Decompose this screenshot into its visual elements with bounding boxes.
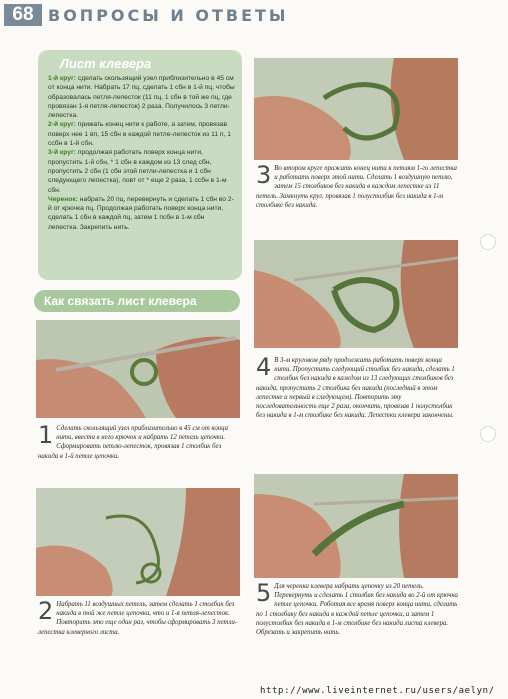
step-4-number: 4 xyxy=(256,353,272,381)
binder-hole-top xyxy=(480,234,496,250)
round-1-text: сделать скользящий узел приблизительно в 45 см от конца нити. Набрать 17 пц, сделать 1 сбн в 1-й пц, чтобы образовалась петля-лепесток (11 пц, 1 сбн в той же пц, где провязан 1-я петля-лепесток) 2 раза. Получилось 3 петли-лепестка. xyxy=(48,75,235,120)
step-3-photo xyxy=(254,58,458,160)
step-5-body: Для черенка клевера набрать цепочку из 20 петель. Перевернуть и сделать 1 столбик без накида во 2-й от крючка петле цепочки. Роботая все время поверх конца нити, сделать по 1 столбику без накида в каждой петле цепочки, а затем 1 полустолбик без накида в 1-м столбике без накида листа клевера. Обрезать и закрепить нить. xyxy=(256,583,458,637)
step-5-number: 5 xyxy=(256,579,272,607)
step-4-body: В 3-м круговом ряду продолжать работать поверх конца нити. Пропустить следующий столбик без накида, сделать 1 столбик без накида в каждом из 13 следующих столбиков без накида, пропустить 2 столбика без накида (последний в этом лепестке и первый в следующем). Повторить эту последовательность еще 2 раза, окончить, провязав 1 полустолбик без накида в 1-м столбике без накида. Лепестки клевера закончены. xyxy=(256,357,455,420)
step-1-photo xyxy=(36,320,240,418)
round-3-text: продолжая работать поверх конца нити, пропустить 1-й сбн, * 1 сбн в каждом из 13 след сбн, пропустить 2 сбн (1 сбн этой петли-лепестка и 1 сбн следующего лепестка), повт от * еще 2 раза, 1 ссбн в 1-м сбн. xyxy=(48,149,227,194)
step-3-text xyxy=(256,161,458,210)
step-4-photo xyxy=(254,240,458,348)
step-1-number: 1 xyxy=(38,421,54,449)
step-3-body: Во втором круге прижать конец нити к петлям 1-го лепестка и работать поверх этой нити. Сделать 1 воздушную петлю, затем 15 столбиков без накида в каждом лепестке из 11 петель. Замкнуть круг, провязав 1 полустолбик без накида в 1-м столбике без накида. xyxy=(256,165,457,209)
round-1-label: 1-й круг: xyxy=(48,75,76,82)
page-header-title: ВОПРОСЫ И ОТВЕТЫ xyxy=(48,6,289,25)
step-4-text xyxy=(256,353,458,420)
footer-url: http://www.liveinternet.ru/users/aelyn/ xyxy=(260,686,495,696)
pattern-infobox xyxy=(38,50,242,280)
step-2-text xyxy=(38,597,238,637)
round-2-label: 2-й круг: xyxy=(48,121,76,129)
step-3-number: 3 xyxy=(256,161,272,189)
step-5-photo xyxy=(254,474,458,578)
stem-label: Черенок: xyxy=(48,195,78,203)
section-heading: Как связать лист клевера xyxy=(34,290,240,312)
infobox-title: Лист клевера xyxy=(60,56,152,71)
step-2-photo xyxy=(36,488,240,596)
round-2-text: прижать конец нити к работе, а затем, провязав поверх нее 1 вп, 15 сбн в каждой петле-лепесток из 11 п, 1 ссбн в 1-й сбн. xyxy=(48,121,231,148)
step-2-number: 2 xyxy=(38,597,54,625)
step-1-body: Сделать скользящий узел приблизительно в 45 см от конца нити, ввести в него крючок и набрать 12 петель цепочки. Сформировать петлю-лепесток, провязав 1 столбик без накида в 1-й петле цепочки. xyxy=(38,425,228,460)
step-1-text xyxy=(38,421,238,461)
binder-hole-bottom xyxy=(480,426,496,442)
page-number: 68 xyxy=(4,4,42,26)
stem-text: набрать 20 пц, перевернуть и сделать 1 сбн во 2-й от крючка пц. Продолжая работать поверх конца нити, сделать 1 сбн в каждой пц, затем 1 псбн в 1-м сбн лепестка. Закрепить нить. xyxy=(48,195,234,231)
round-3-label: 3-й круг: xyxy=(48,149,76,157)
step-5-text xyxy=(256,579,458,637)
step-2-body: Набрать 11 воздушных петель, затем сделать 1 столбик без накида в той же петле цепочки, что и 1-я петля-лепесток. Повторить это еще один раз, чтобы сформировать 3 петли-лепестка клеверного листа. xyxy=(38,601,238,636)
pattern-text xyxy=(48,74,236,232)
